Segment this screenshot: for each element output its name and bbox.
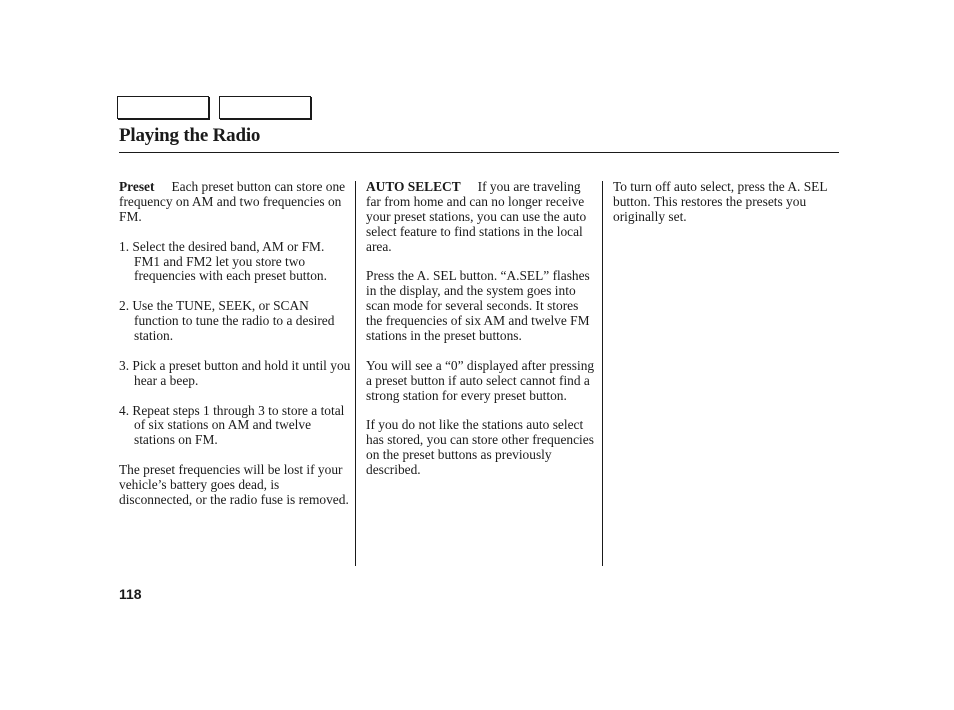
auto-select-paragraph-3: If you do not like the stations auto select has stored, you can store other frequencies on the preset buttons as previously described. xyxy=(366,417,594,478)
step-3: 3. Pick a preset button and hold it until you hear a beep. xyxy=(119,357,351,388)
nav-tab-box-1[interactable] xyxy=(117,96,209,119)
page-title: Playing the Radio xyxy=(119,125,261,146)
auto-select-paragraph-1: Press the A. SEL button. “A.SEL” flashes in the display, and the system goes into scan mode for several seconds. It stores the frequencies of six AM and twelve FM stations in the preset buttons. xyxy=(366,268,590,344)
auto-select-paragraph-2: You will see a “0” displayed after pressing a preset button if auto select cannot find a strong station for every preset button. xyxy=(366,357,595,403)
auto-select-intro xyxy=(366,180,598,255)
nav-tab-box-2[interactable] xyxy=(219,96,311,119)
preset-heading: Preset xyxy=(119,179,155,194)
text-column-1 xyxy=(119,180,351,523)
text-column-3 xyxy=(613,180,828,240)
title-divider xyxy=(119,152,839,153)
step-2: 2. Use the TUNE, SEEK, or SCAN function to tune the radio to a desired station. xyxy=(119,298,335,344)
preset-intro xyxy=(119,180,351,225)
column-divider-1 xyxy=(355,181,356,566)
preset-loss-note: The preset frequencies will be lost if your vehicle’s battery goes dead, is disconnected, or the radio fuse is removed. xyxy=(119,462,349,507)
page-number: 118 xyxy=(119,586,142,602)
column-divider-2 xyxy=(602,181,603,566)
auto-select-off-paragraph: To turn off auto select, press the A. SEL button. This restores the presets you originally set. xyxy=(613,179,828,224)
text-column-2 xyxy=(366,180,598,493)
step-4: 4. Repeat steps 1 through 3 to store a total of six stations on AM and twelve stations on FM. xyxy=(119,402,345,448)
auto-select-intro-text: If you are traveling far from home and can no longer receive your preset stations, you can use the auto select feature to find stations in the local area. xyxy=(366,179,587,254)
auto-select-heading: AUTO SELECT xyxy=(366,179,461,194)
step-1: 1. Select the desired band, AM or FM. FM1 and FM2 let you store two frequencies with each preset button. xyxy=(119,238,327,284)
preset-intro-text: Each preset button can store one frequency on AM and two frequencies on FM. xyxy=(119,179,346,224)
